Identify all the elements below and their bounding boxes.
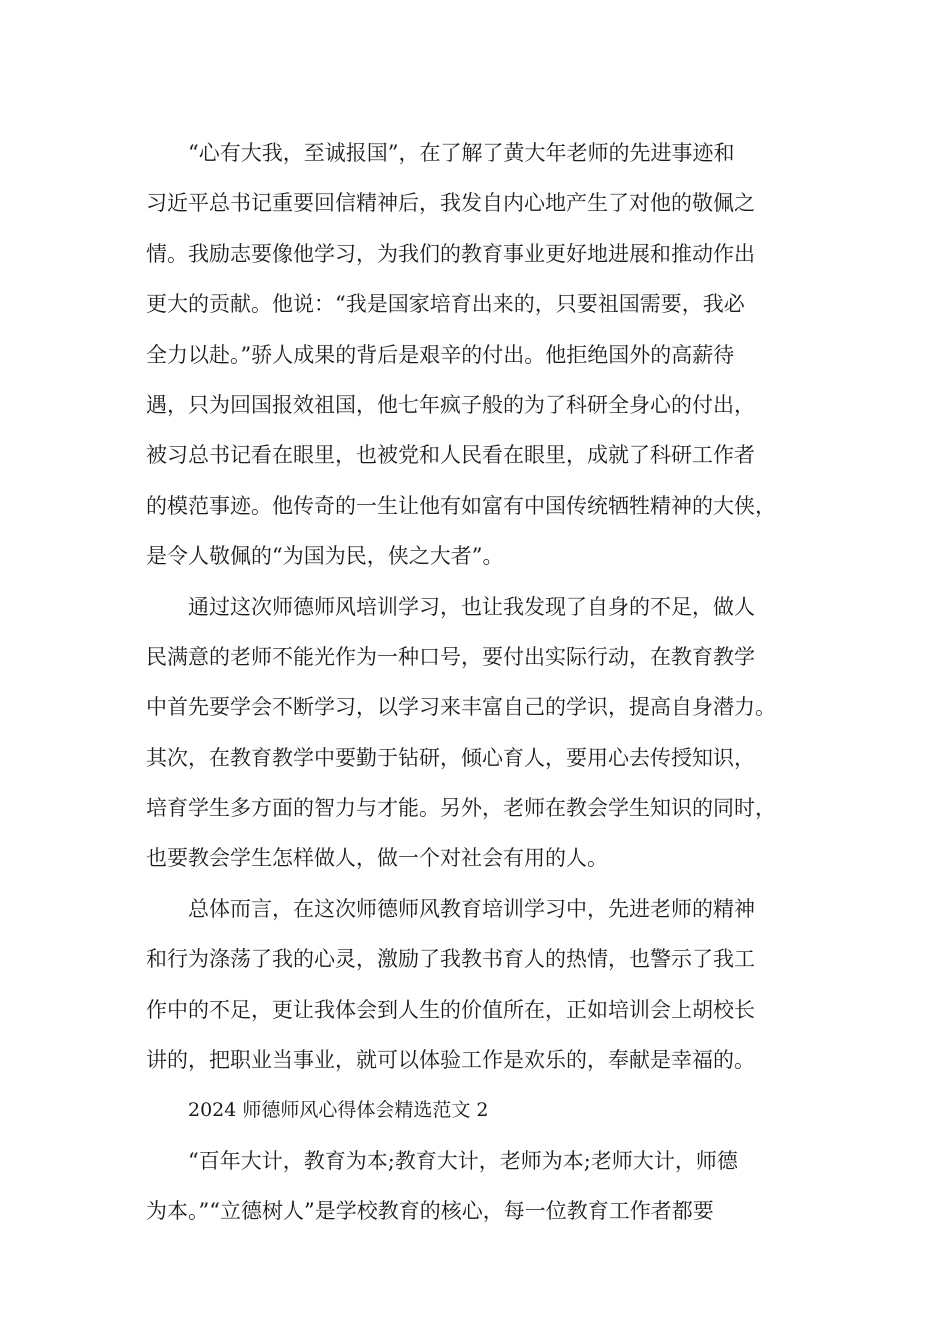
text-line: 培育学生多方面的智力与才能。另外，老师在教会学生知识的同时，	[146, 796, 776, 821]
text-line: 其次，在教育教学中要勤于钻研，倾心育人，要用心去传授知识，	[146, 745, 755, 770]
text-line: 是令人敬佩的“为国为民，侠之大者”。	[146, 544, 504, 569]
text-line: 全力以赴。”骄人成果的背后是艰辛的付出。他拒绝国外的高薪待	[146, 342, 735, 367]
text-line: 也要教会学生怎样做人，做一个对社会有用的人。	[146, 846, 608, 871]
section-heading	[146, 1085, 826, 1135]
document-body	[146, 128, 826, 1237]
text-line: 民满意的老师不能光作为一种口号，要付出实际行动，在教育教学	[146, 644, 755, 669]
text-line: 的模范事迹。他传奇的一生让他有如富有中国传统牺牲精神的大侠，	[146, 493, 776, 518]
text-line: 中首先要学会不断学习，以学习来丰富自己的学识，提高自身潜力。	[146, 695, 776, 720]
paragraph-2	[146, 582, 826, 884]
paragraph-3	[146, 884, 826, 1086]
text-line: 遇，只为回国报效祖国，他七年疯子般的为了科研全身心的付出，	[146, 392, 755, 417]
text-line: 讲的，把职业当事业，就可以体验工作是欢乐的，奉献是幸福的。	[146, 1048, 755, 1073]
text-line: 情。我励志要像他学习，为我们的教育事业更好地进展和推动作出	[146, 241, 755, 266]
text-line: 通过这次师德师风培训学习，也让我发现了自身的不足，做人	[188, 594, 755, 619]
text-line: 作中的不足，更让我体会到人生的价值所在，正如培训会上胡校长	[146, 997, 755, 1022]
text-line: “心有大我，至诚报国”，在了解了黄大年老师的先进事迹和	[188, 141, 735, 165]
text-line: 和行为涤荡了我的心灵，激励了我教书育人的热情，也警示了我工	[146, 947, 755, 972]
paragraph-4	[146, 1136, 826, 1237]
text-line: 被习总书记看在眼里，也被党和人民看在眼里，成就了科研工作者	[146, 443, 755, 468]
heading-text: 2024 师德师风心得体会精选范文 2	[188, 1099, 489, 1122]
text-line: 总体而言，在这次师德师风教育培训学习中，先进老师的精神	[188, 896, 755, 921]
text-line: 为本。”“立德树人”是学校教育的核心，每一位教育工作者都要	[146, 1199, 714, 1224]
text-line: 更大的贡献。他说：“我是国家培育出来的，只要祖国需要，我必	[146, 292, 745, 317]
text-line: “百年大计，教育为本;教育大计，老师为本;老师大计，师德	[188, 1148, 738, 1173]
text-line: 习近平总书记重要回信精神后，我发自内心地产生了对他的敬佩之	[146, 191, 755, 216]
paragraph-1	[146, 128, 826, 582]
